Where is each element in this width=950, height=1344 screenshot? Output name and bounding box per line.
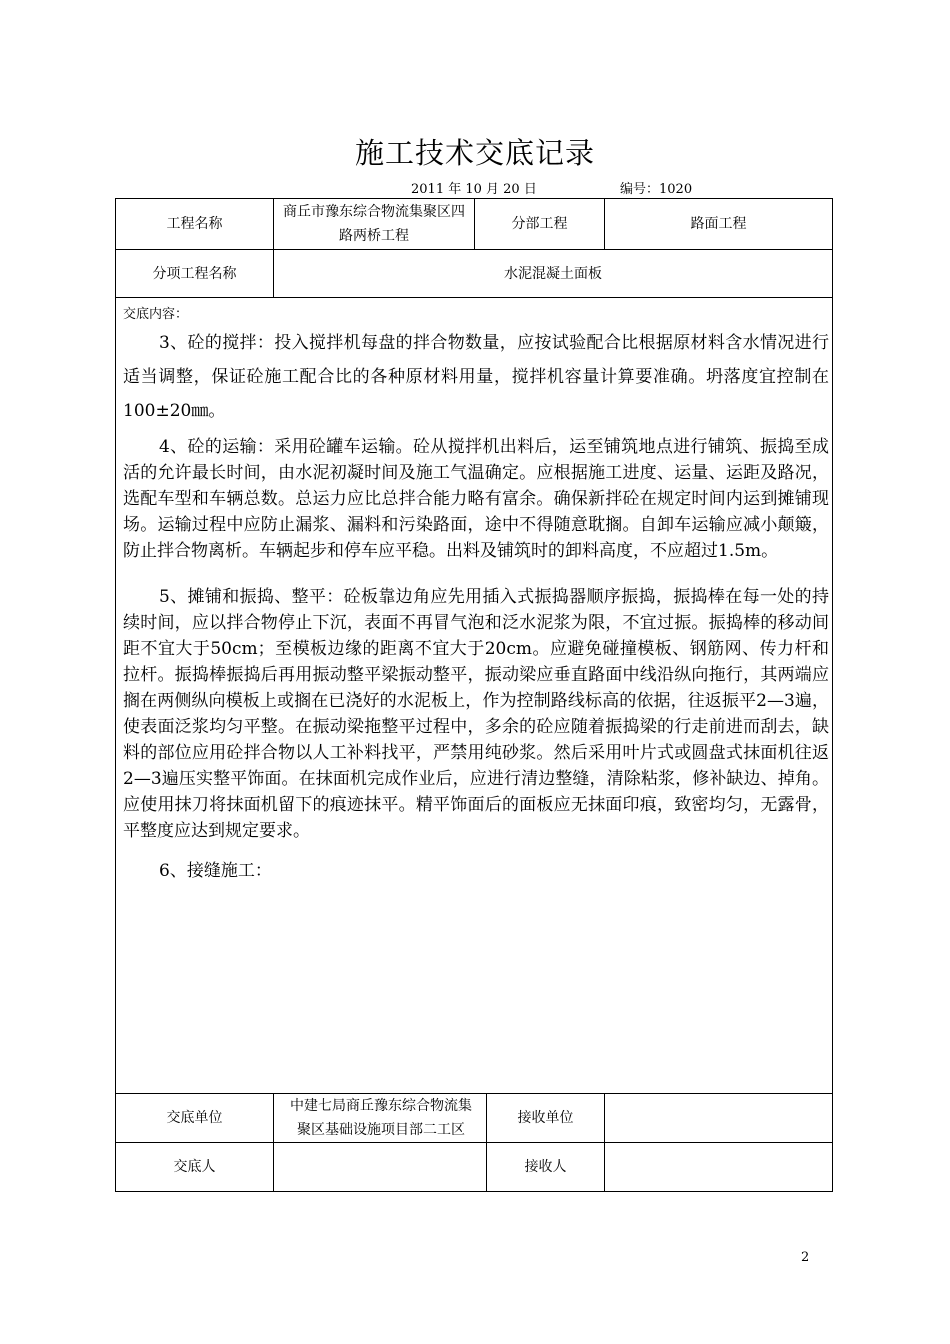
receiver-unit-value	[605, 1094, 832, 1142]
row-divider	[115, 297, 833, 298]
document-code: 编号：1020	[620, 182, 693, 197]
issuer-person-value	[274, 1143, 486, 1191]
content-paragraph-6: 6、接缝施工：	[159, 861, 272, 881]
project-name-label: 工程名称	[166, 216, 223, 232]
project-name-value: 商丘市豫东综合物流集聚区四路两桥工程	[283, 204, 465, 244]
document-date: 2011 年 10 月 20 日	[411, 182, 537, 197]
sub-project-value: 路面工程	[690, 216, 747, 232]
issuer-person-label: 交底人	[173, 1159, 216, 1175]
content-paragraph-4: 4、砼的运输：采用砼罐车运输。砼从搅拌机出料后，运至铺筑地点进行铺筑、振捣至成活的允许最长时间，由水泥初凝时间及施工气温确定。应根据施工进度、运量、运距及路况，选配车型和车辆总数。总运力应比总拌合能力略有富余。确保新拌砼在规定时间内运到摊铺现场。运输过程中应防止漏浆、漏料和污染路面，途中不得随意耽搁。自卸车运输应减小颠簸，防止拌合物离析。车辆起步和停车应平稳。出料及铺筑时的卸料高度，不应超过1.5m。	[123, 437, 829, 561]
issuer-unit-value: 中建七局商丘豫东综合物流集聚区基础设施项目部二工区	[290, 1098, 472, 1138]
item-name-label: 分项工程名称	[152, 265, 237, 282]
receiver-unit-label: 接收单位	[517, 1110, 574, 1126]
page-number: 2	[801, 1250, 810, 1265]
sub-project-label: 分部工程	[511, 216, 568, 232]
receiver-person-label: 接收人	[524, 1159, 567, 1175]
receiver-person-value	[605, 1143, 832, 1191]
content-paragraph-5: 5、摊铺和振捣、整平：砼板靠边角应先用插入式振捣器顺序振捣，振捣棒在每一处的持续时间，应以拌合物停止下沉，表面不再冒气泡和泛水泥浆为限，不宜过振。振捣棒的移动间距不宜大于50cm；至模板边缘的距离不宜大于20cm。应避免碰撞模板、钢筋网、传力杆和拉杆。振捣棒振捣后再用振动整平梁振动整平，振动梁应垂直路面中线沿纵向拖行，其两端应搁在两侧纵向模板上或搁在已浇好的水泥板上，作为控制路线标高的依据，往返振平2—3遍，使表面泛浆均匀平整。在振动梁拖整平过程中，多余的砼应随着振捣梁的行走前进而刮去，缺料的部位应用砼拌合物以人工补料找平，严禁用纯砂浆。然后采用叶片式或圆盘式抹面机往返2—3遍压实整平饰面。在抹面机完成作业后，应进行清边整缝，清除粘浆，修补缺边、掉角。应使用抹刀将抹面机留下的痕迹抹平。精平饰面后的面板应无抹面印痕，致密均匀，无露骨，平整度应达到规定要求。	[123, 587, 829, 841]
item-name-value: 水泥混凝土面板	[504, 265, 602, 282]
content-label: 交底内容：	[123, 307, 189, 322]
issuer-unit-label: 交底单位	[166, 1110, 223, 1126]
document-title: 施工技术交底记录	[354, 136, 595, 170]
content-paragraph-3: 3、砼的搅拌：投入搅拌机每盘的拌合物数量，应按试验配合比根据原材料含水情况进行适当调整，保证砼施工配合比的各种原材料用量，搅拌机容量计算要准确。坍落度宜控制在100±20㎜。	[123, 333, 829, 421]
